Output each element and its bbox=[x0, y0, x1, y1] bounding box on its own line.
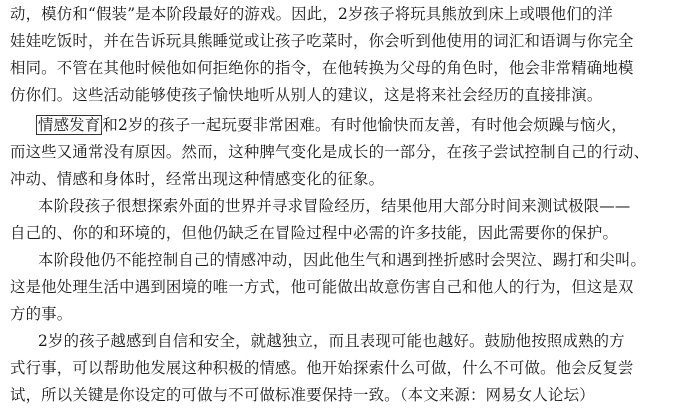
text-line-5-content: 和2岁的孩子一起玩耍非常困难。有时他愉快而友善，有时他会烦躁与恼火， bbox=[102, 116, 627, 134]
text-line-6: 而这些又通常没有原因。然而，这种脾气变化是成长的一部分，在孩子尝试控制自己的行动、 bbox=[10, 143, 650, 161]
text-line-9: 自己的、你的和环境的，但他仍缺乏在冒险过程中必需的许多技能，因此需要你的保护。 bbox=[10, 224, 619, 242]
text-line-14: 式行事，可以帮助他发展这种积极的情感。他开始探索什么可做，什么不可做。他会反复尝 bbox=[10, 359, 634, 377]
text-line-3: 相同。不管在其他时候他如何拒绝你的指令，在他转换为父母的角色时，他会非常精确地模 bbox=[10, 59, 634, 77]
text-line-1: 动，模仿和“假装”是本阶段最好的游戏。因此，2岁孩子将玩具熊放到床上或喂他们的洋 bbox=[10, 5, 613, 23]
text-line-7: 冲动、情感和身体时，经常出现这种情感变化的征象。 bbox=[10, 170, 385, 188]
text-line-13: 2岁的孩子越感到自信和安全，就越独立，而且表现可能也越好。鼓励他按照成熟的方 bbox=[38, 332, 625, 350]
text-line-11: 这是他处理生活中遇到困境的唯一方式，他可能做出故意伤害自己和他人的行为，但这是双 bbox=[10, 278, 634, 296]
text-line-8: 本阶段孩子很想探索外面的世界并寻求冒险经历，结果他用大部分时间来测试极限—— bbox=[38, 197, 631, 215]
text-line-2: 娃娃吃饭时，并在告诉玩具熊睡觉或让孩子吃菜时，你会听到他使用的词汇和语调与你完全 bbox=[10, 32, 634, 50]
section-heading-emotional-development: 情感发育 bbox=[38, 116, 101, 134]
text-line-15: 试，所以关键是你设定的可做与不可做标准要保持一致。（本文来源：网易女人论坛） bbox=[10, 386, 595, 404]
text-line-10: 本阶段他仍不能控制自己的情感冲动，因此他生气和遇到挫折感时会哭泣、踢打和尖叫。 bbox=[38, 251, 647, 269]
text-line-12: 方的事。 bbox=[10, 305, 73, 323]
text-line-4: 仿你们。这些活动能够使孩子愉快地听从别人的建议，这是将来社会经历的直接排演。 bbox=[10, 86, 603, 104]
text-line-5 bbox=[36, 112, 627, 138]
